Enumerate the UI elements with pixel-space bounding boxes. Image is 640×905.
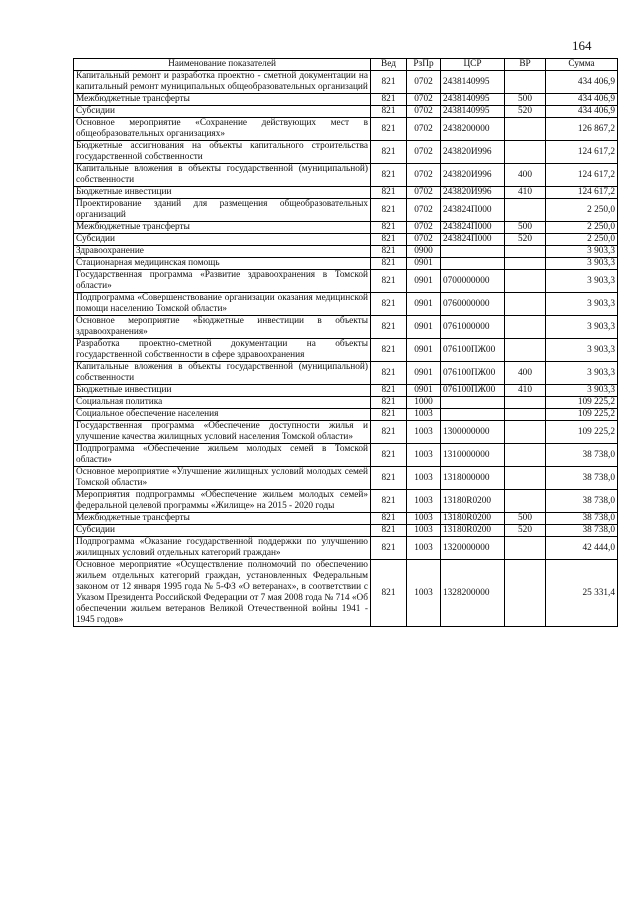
table-row — [74, 385, 618, 397]
cell-name: Субсидии — [74, 234, 371, 246]
cell-csr: 1328200000 — [441, 560, 505, 627]
cell-sum: 434 406,9 — [546, 106, 618, 118]
cell-sum: 2 250,0 — [546, 222, 618, 234]
cell-rzpr: 0702 — [407, 71, 441, 94]
cell-name: Социальное обеспечение населения — [74, 409, 371, 421]
cell-rzpr: 0900 — [407, 246, 441, 258]
cell-name: Капитальные вложения в объекты государственной (муниципальной) собственности — [74, 362, 371, 385]
cell-rzpr: 1003 — [407, 560, 441, 627]
table-row — [74, 270, 618, 293]
cell-rzpr: 1003 — [407, 421, 441, 444]
cell-rzpr: 0702 — [407, 199, 441, 222]
cell-vr — [505, 118, 546, 141]
table-row — [74, 258, 618, 270]
cell-ved: 821 — [371, 270, 407, 293]
cell-name: Мероприятия подпрограммы «Обеспечение жильем молодых семей» федеральной целевой программы «Жилище» на 2015 - 2020 годы — [74, 490, 371, 513]
cell-ved: 821 — [371, 467, 407, 490]
table-row — [74, 560, 618, 627]
cell-sum: 3 903,3 — [546, 362, 618, 385]
cell-csr: 076100ПЖ00 — [441, 385, 505, 397]
cell-csr: 243824П000 — [441, 222, 505, 234]
cell-ved: 821 — [371, 258, 407, 270]
cell-csr: 1310000000 — [441, 444, 505, 467]
cell-ved: 821 — [371, 234, 407, 246]
cell-rzpr: 1000 — [407, 397, 441, 409]
cell-ved: 821 — [371, 490, 407, 513]
cell-vr — [505, 397, 546, 409]
cell-sum: 109 225,2 — [546, 397, 618, 409]
cell-name: Проектирование зданий для размещения общеобразовательных организаций — [74, 199, 371, 222]
cell-csr: 0760000000 — [441, 293, 505, 316]
table-row — [74, 444, 618, 467]
cell-vr — [505, 141, 546, 164]
cell-sum: 38 738,0 — [546, 525, 618, 537]
cell-name: Здравоохранение — [74, 246, 371, 258]
col-header-vr: ВР — [505, 59, 546, 71]
table-row — [74, 537, 618, 560]
table-row — [74, 421, 618, 444]
cell-vr: 410 — [505, 187, 546, 199]
col-header-ved: Вед — [371, 59, 407, 71]
cell-rzpr: 0702 — [407, 118, 441, 141]
cell-name: Подпрограмма «Оказание государственной поддержки по улучшению жилищных условий отдельных категорий граждан» — [74, 537, 371, 560]
cell-sum: 3 903,3 — [546, 316, 618, 339]
cell-rzpr: 0901 — [407, 316, 441, 339]
cell-vr — [505, 316, 546, 339]
cell-csr: 243820И996 — [441, 187, 505, 199]
cell-vr — [505, 537, 546, 560]
col-header-sum: Сумма — [546, 59, 618, 71]
table-row — [74, 164, 618, 187]
cell-sum: 124 617,2 — [546, 141, 618, 164]
cell-sum: 109 225,2 — [546, 421, 618, 444]
cell-sum: 38 738,0 — [546, 513, 618, 525]
cell-ved: 821 — [371, 141, 407, 164]
cell-sum: 3 903,3 — [546, 339, 618, 362]
cell-sum: 38 738,0 — [546, 490, 618, 513]
cell-ved: 821 — [371, 421, 407, 444]
cell-csr: 1318000000 — [441, 467, 505, 490]
cell-ved: 821 — [371, 537, 407, 560]
budget-table — [73, 58, 618, 627]
cell-name: Государственная программа «Обеспечение доступности жилья и улучшение качества жилищных условий населения Томской области» — [74, 421, 371, 444]
cell-vr: 400 — [505, 164, 546, 187]
cell-ved: 821 — [371, 560, 407, 627]
cell-vr — [505, 293, 546, 316]
cell-csr: 1320000000 — [441, 537, 505, 560]
cell-vr — [505, 490, 546, 513]
cell-rzpr: 0901 — [407, 293, 441, 316]
cell-ved: 821 — [371, 513, 407, 525]
cell-sum: 38 738,0 — [546, 444, 618, 467]
cell-name: Основное мероприятие «Улучшение жилищных условий молодых семей Томской области» — [74, 467, 371, 490]
table-row — [74, 467, 618, 490]
cell-name: Капитальные вложения в объекты государственной (муниципальной) собственности — [74, 164, 371, 187]
cell-name: Межбюджетные трансферты — [74, 222, 371, 234]
cell-ved: 821 — [371, 187, 407, 199]
cell-vr: 410 — [505, 385, 546, 397]
table-row — [74, 187, 618, 199]
cell-sum: 109 225,2 — [546, 409, 618, 421]
cell-rzpr: 0901 — [407, 339, 441, 362]
cell-ved: 821 — [371, 222, 407, 234]
cell-csr — [441, 397, 505, 409]
page-number: 164 — [572, 38, 592, 53]
cell-vr: 500 — [505, 513, 546, 525]
cell-sum: 2 250,0 — [546, 234, 618, 246]
cell-csr: 0700000000 — [441, 270, 505, 293]
cell-ved: 821 — [371, 397, 407, 409]
col-header-rzpr: РзПр — [407, 59, 441, 71]
cell-vr — [505, 421, 546, 444]
cell-sum: 3 903,3 — [546, 293, 618, 316]
cell-name: Бюджетные инвестиции — [74, 385, 371, 397]
cell-vr: 520 — [505, 234, 546, 246]
cell-ved: 821 — [371, 293, 407, 316]
cell-rzpr: 1003 — [407, 467, 441, 490]
cell-rzpr: 0702 — [407, 187, 441, 199]
cell-name: Бюджетные инвестиции — [74, 187, 371, 199]
cell-ved: 821 — [371, 316, 407, 339]
table-row — [74, 141, 618, 164]
cell-name: Подпрограмма «Обеспечение жильем молодых семей в Томской области» — [74, 444, 371, 467]
cell-rzpr: 0702 — [407, 222, 441, 234]
cell-csr: 2438140995 — [441, 71, 505, 94]
cell-ved: 821 — [371, 339, 407, 362]
cell-rzpr: 1003 — [407, 513, 441, 525]
cell-csr — [441, 258, 505, 270]
cell-csr: 2438140995 — [441, 94, 505, 106]
cell-csr: 0761000000 — [441, 316, 505, 339]
cell-name: Социальная политика — [74, 397, 371, 409]
cell-rzpr: 0901 — [407, 270, 441, 293]
cell-sum: 25 331,4 — [546, 560, 618, 627]
cell-rzpr: 1003 — [407, 525, 441, 537]
cell-ved: 821 — [371, 362, 407, 385]
table-row — [74, 490, 618, 513]
cell-name: Стационарная медицинская помощь — [74, 258, 371, 270]
table-row — [74, 316, 618, 339]
cell-csr: 13180R0200 — [441, 525, 505, 537]
cell-ved: 821 — [371, 444, 407, 467]
cell-ved: 821 — [371, 94, 407, 106]
cell-csr: 243824П000 — [441, 199, 505, 222]
cell-ved: 821 — [371, 106, 407, 118]
table-row — [74, 71, 618, 94]
cell-sum: 126 867,2 — [546, 118, 618, 141]
cell-ved: 821 — [371, 118, 407, 141]
cell-csr: 243824П000 — [441, 234, 505, 246]
cell-sum: 42 444,0 — [546, 537, 618, 560]
cell-csr: 076100ПЖ00 — [441, 339, 505, 362]
cell-name: Основное мероприятие «Бюджетные инвестиции в объекты здравоохранения» — [74, 316, 371, 339]
cell-rzpr: 0702 — [407, 234, 441, 246]
cell-name: Государственная программа «Развитие здравоохранения в Томской области» — [74, 270, 371, 293]
table-header-row — [74, 59, 618, 71]
cell-name: Капитальный ремонт и разработка проектно - сметной документации на капитальный ремонт муниципальных общеобразовательных организаций — [74, 71, 371, 94]
table-row — [74, 362, 618, 385]
cell-vr — [505, 246, 546, 258]
cell-vr — [505, 560, 546, 627]
cell-vr — [505, 71, 546, 94]
cell-csr: 1300000000 — [441, 421, 505, 444]
table-row — [74, 246, 618, 258]
cell-sum: 434 406,9 — [546, 94, 618, 106]
cell-csr: 13180R0200 — [441, 490, 505, 513]
cell-vr — [505, 467, 546, 490]
cell-ved: 821 — [371, 71, 407, 94]
cell-name: Основное мероприятие «Сохранение действующих мест в общеобразовательных организациях» — [74, 118, 371, 141]
cell-vr: 500 — [505, 222, 546, 234]
cell-ved: 821 — [371, 385, 407, 397]
cell-sum: 3 903,3 — [546, 385, 618, 397]
cell-csr — [441, 246, 505, 258]
cell-name: Межбюджетные трансферты — [74, 94, 371, 106]
cell-rzpr: 0901 — [407, 362, 441, 385]
cell-sum: 38 738,0 — [546, 467, 618, 490]
cell-rzpr: 0702 — [407, 164, 441, 187]
cell-ved: 821 — [371, 409, 407, 421]
cell-vr: 520 — [505, 106, 546, 118]
table-row — [74, 94, 618, 106]
cell-csr: 2438140995 — [441, 106, 505, 118]
table-row — [74, 397, 618, 409]
cell-name: Разработка проектно-сметной документации на объекты государственной собственности в сфере здравоохранения — [74, 339, 371, 362]
cell-sum: 3 903,3 — [546, 258, 618, 270]
cell-rzpr: 1003 — [407, 490, 441, 513]
cell-vr: 500 — [505, 94, 546, 106]
col-header-name: Наименование показателей — [74, 59, 371, 71]
cell-csr — [441, 409, 505, 421]
table-row — [74, 222, 618, 234]
cell-rzpr: 0901 — [407, 258, 441, 270]
cell-sum: 3 903,3 — [546, 246, 618, 258]
table-row — [74, 409, 618, 421]
table-row — [74, 106, 618, 118]
cell-name: Межбюджетные трансферты — [74, 513, 371, 525]
cell-vr — [505, 258, 546, 270]
cell-name: Субсидии — [74, 525, 371, 537]
cell-csr: 243820И996 — [441, 164, 505, 187]
cell-vr — [505, 199, 546, 222]
cell-ved: 821 — [371, 525, 407, 537]
cell-sum: 3 903,3 — [546, 270, 618, 293]
cell-rzpr: 1003 — [407, 409, 441, 421]
cell-name: Субсидии — [74, 106, 371, 118]
cell-rzpr: 0702 — [407, 141, 441, 164]
table-row — [74, 118, 618, 141]
table-row — [74, 234, 618, 246]
cell-ved: 821 — [371, 164, 407, 187]
cell-vr: 520 — [505, 525, 546, 537]
cell-rzpr: 0702 — [407, 106, 441, 118]
cell-sum: 434 406,9 — [546, 71, 618, 94]
cell-csr: 2438200000 — [441, 118, 505, 141]
cell-vr — [505, 409, 546, 421]
cell-vr — [505, 339, 546, 362]
cell-name: Основное мероприятие «Осуществление полномочий по обеспечению жильем отдельных категорий граждан, установленных Федеральным законом от 12 января 1995 года № 5-ФЗ «О ветеранах», в соответствии с Указом Президента Российской Федерации от 7 мая 2008 года № 714 «Об обеспечении жильем ветеранов Великой Отечественной войны 1941 - 1945 годов» — [74, 560, 371, 627]
table-row — [74, 525, 618, 537]
cell-rzpr: 0901 — [407, 385, 441, 397]
cell-sum: 124 617,2 — [546, 164, 618, 187]
cell-rzpr: 0702 — [407, 94, 441, 106]
table-row — [74, 513, 618, 525]
cell-vr — [505, 444, 546, 467]
table-row — [74, 339, 618, 362]
table-row — [74, 293, 618, 316]
cell-csr: 243820И996 — [441, 141, 505, 164]
cell-sum: 124 617,2 — [546, 187, 618, 199]
cell-vr: 400 — [505, 362, 546, 385]
table-row — [74, 199, 618, 222]
cell-ved: 821 — [371, 199, 407, 222]
cell-ved: 821 — [371, 246, 407, 258]
table-body — [74, 71, 618, 627]
cell-csr: 076100ПЖ00 — [441, 362, 505, 385]
cell-name: Подпрограмма «Совершенствование организации оказания медицинской помощи населению Томской области» — [74, 293, 371, 316]
cell-rzpr: 1003 — [407, 537, 441, 560]
cell-name: Бюджетные ассигнования на объекты капитального строительства государственной собственности — [74, 141, 371, 164]
cell-vr — [505, 270, 546, 293]
cell-rzpr: 1003 — [407, 444, 441, 467]
col-header-csr: ЦСР — [441, 59, 505, 71]
cell-sum: 2 250,0 — [546, 199, 618, 222]
cell-csr: 13180R0200 — [441, 513, 505, 525]
